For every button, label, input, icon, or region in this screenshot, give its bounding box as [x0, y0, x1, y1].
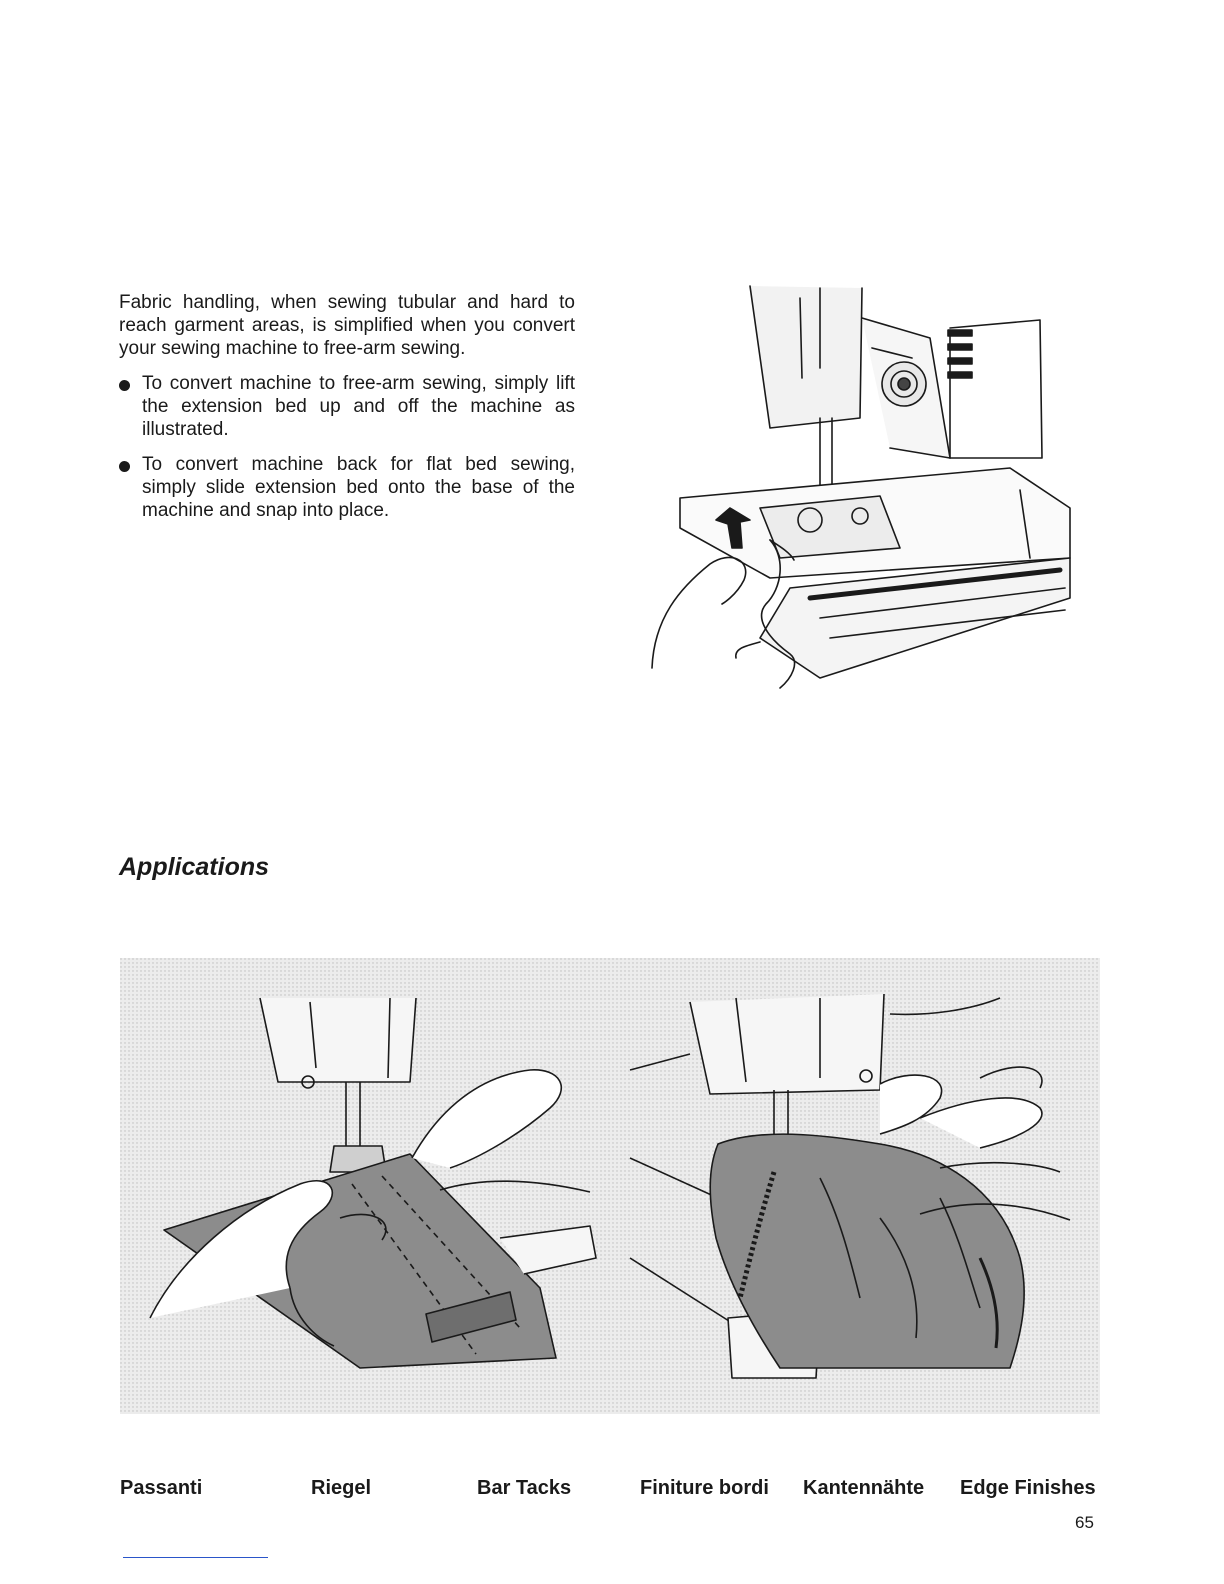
instruction-list	[119, 372, 575, 522]
instruction-item	[119, 453, 575, 522]
caption-finiture-bordi: Finiture bordi	[640, 1477, 769, 1499]
page-number: 65	[1075, 1513, 1094, 1532]
instruction-text: To convert machine to free-arm sewing, simply lift the extension bed up and off the machine as illustrated.	[142, 373, 575, 440]
caption-passanti: Passanti	[120, 1477, 203, 1499]
footer-rule	[123, 1557, 268, 1558]
applications-illustration	[120, 958, 1100, 1414]
caption-bar-tacks: Bar Tacks	[477, 1477, 572, 1499]
caption-edge-finishes: Edge Finishes	[960, 1477, 1096, 1499]
caption-kantennahte: Kantennähte	[803, 1477, 925, 1499]
section-heading: Applications	[119, 853, 270, 881]
intro-text	[119, 291, 575, 534]
intro-paragraph: Fabric handling, when sewing tubular and hard to reach garment areas, is simplified when you convert your sewing machine to free-arm sewing.	[119, 292, 575, 359]
instruction-text: To convert machine back for flat bed sewing, simply slide extension bed onto the base of the machine and snap into place.	[142, 454, 575, 521]
bullet-icon	[119, 461, 130, 472]
bullet-icon	[119, 380, 130, 391]
instruction-item	[119, 372, 575, 441]
caption-riegel: Riegel	[311, 1477, 372, 1499]
free-arm-illustration	[650, 258, 1080, 694]
